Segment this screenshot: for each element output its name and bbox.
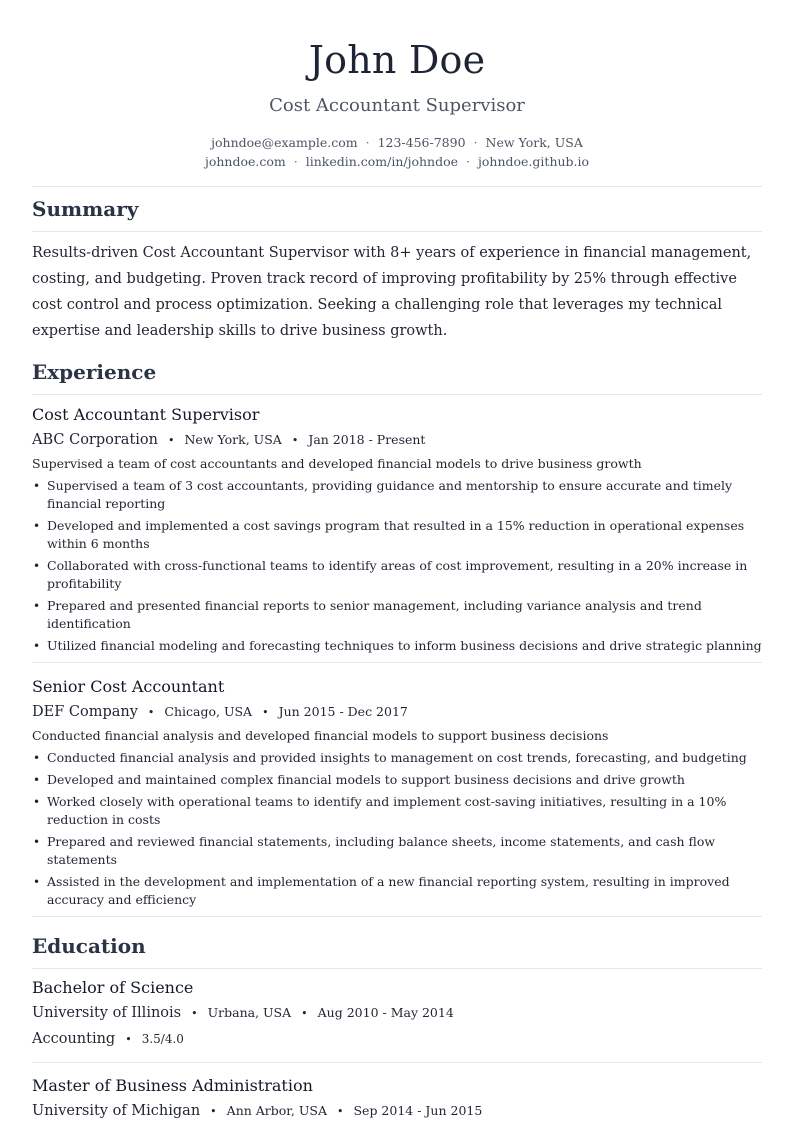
- school-name: University of Michigan: [32, 1103, 201, 1119]
- bullet-marker: •: [33, 795, 41, 809]
- job-location: Chicago, USA: [164, 704, 253, 719]
- meta-bullet: •: [262, 706, 269, 719]
- bullet-marker: •: [33, 639, 41, 653]
- summary-heading: Summary: [32, 197, 139, 221]
- degree-title: Master of Business Administration: [32, 1076, 313, 1095]
- achievement-item: • Prepared and reviewed financial statements, including balance sheets, income statements, and cash flow statements: [33, 834, 716, 867]
- contact-separator: ·: [293, 154, 298, 169]
- bullet-marker: •: [33, 559, 41, 573]
- job-achievements: [32, 749, 762, 909]
- achievement-item: • Developed and maintained complex financial models to support business decisions and drive growth: [33, 772, 685, 787]
- contact-separator: ·: [473, 135, 478, 150]
- job-meta: [32, 703, 762, 722]
- achievement-item: • Conducted financial analysis and provided insights to management on cost trends, forecasting, and budgeting: [33, 750, 747, 765]
- education-field-meta: [32, 1030, 762, 1049]
- section-divider: [32, 916, 762, 917]
- contact-separator: ·: [466, 154, 471, 169]
- bullet-marker: •: [33, 835, 41, 849]
- education-meta: [32, 1102, 762, 1121]
- achievement-item: • Developed and implemented a cost savings program that resulted in a 15% reduction in operational expenses within 6 months: [33, 518, 745, 551]
- education-dates: Aug 2010 - May 2014: [317, 1005, 454, 1020]
- contact-location: New York, USA: [485, 135, 583, 150]
- job-entry: [32, 405, 762, 655]
- meta-bullet: •: [210, 1105, 217, 1118]
- achievement-item: • Prepared and presented financial reports to senior management, including variance analysis and trend identification: [33, 598, 702, 631]
- meta-bullet: •: [336, 1105, 344, 1118]
- meta-bullet: •: [191, 1007, 198, 1020]
- experience-divider: [32, 394, 762, 395]
- school-location: Ann Arbor, USA: [226, 1103, 327, 1118]
- school-name: University of Illinois: [32, 1005, 182, 1021]
- achievement-item: • Worked closely with operational teams to identify and implement cost-saving initiatives, resulting in a 10% reduction in costs: [33, 794, 727, 827]
- bullet-marker: •: [33, 751, 41, 765]
- candidate-name: John Doe: [308, 38, 486, 82]
- contact-website-link[interactable]: johndoe.com: [204, 154, 286, 169]
- bullet-marker: •: [33, 599, 41, 613]
- summary-divider: [32, 231, 762, 232]
- field-of-study: Accounting: [32, 1031, 116, 1047]
- job-entry: [32, 677, 762, 909]
- education-meta: [32, 1004, 762, 1023]
- degree-title: Bachelor of Science: [32, 978, 194, 997]
- education-heading: Education: [32, 934, 146, 958]
- contact-email[interactable]: johndoe@example.com: [211, 135, 358, 150]
- job-title: Cost Accountant Supervisor: [32, 405, 260, 424]
- meta-bullet: •: [147, 706, 155, 719]
- job-meta: [32, 431, 762, 450]
- job-title: Senior Cost Accountant: [32, 677, 225, 696]
- job-company: DEF Company: [32, 704, 138, 720]
- job-company: ABC Corporation: [32, 432, 158, 448]
- achievement-item: • Supervised a team of 3 cost accountants, providing guidance and mentorship to ensure accurate and timely financial reporting: [33, 478, 733, 511]
- education-dates: Sep 2014 - Jun 2015: [353, 1103, 483, 1118]
- meta-bullet: •: [125, 1033, 132, 1046]
- school-location: Urbana, USA: [207, 1005, 292, 1020]
- job-divider: [32, 662, 762, 663]
- contact-linkedin-link[interactable]: linkedin.com/in/johndoe: [305, 154, 459, 169]
- education-entry: [32, 978, 762, 1049]
- contact-line-primary: [32, 133, 762, 152]
- job-achievements: [32, 477, 762, 655]
- job-location: New York, USA: [184, 432, 282, 447]
- education-entry-divider: [32, 1062, 762, 1063]
- bullet-marker: •: [33, 773, 41, 787]
- meta-bullet: •: [167, 434, 175, 447]
- job-dates: Jun 2015 - Dec 2017: [278, 704, 408, 719]
- job-dates: Jan 2018 - Present: [308, 432, 426, 447]
- meta-bullet: •: [301, 1007, 308, 1020]
- meta-bullet: •: [291, 434, 299, 447]
- summary-text: Results-driven Cost Accountant Supervisor with 8+ years of experience in financial management, costing, and budgeting. Proven track record of improving profitability by 25% through effective cost control and process optimization. Seeking a challenging role that leverages my technical expertise and leadership skills to drive business growth.: [32, 245, 752, 339]
- job-description: Supervised a team of cost accountants and developed financial models to drive business growth: [32, 456, 642, 471]
- experience-heading: Experience: [32, 360, 157, 384]
- gpa-value: 3.5/4.0: [141, 1032, 184, 1046]
- contact-github-link[interactable]: johndoe.github.io: [478, 154, 590, 169]
- job-description: Conducted financial analysis and developed financial models to support business decisions: [32, 728, 609, 743]
- achievement-item: • Collaborated with cross-functional teams to identify areas of cost improvement, resulting in a 20% increase in profitability: [33, 558, 748, 591]
- education-divider: [32, 968, 762, 969]
- candidate-headline: Cost Accountant Supervisor: [269, 95, 525, 116]
- achievement-item: • Assisted in the development and implementation of a new financial reporting system, resulting in improved accuracy and efficiency: [33, 874, 730, 907]
- bullet-marker: •: [33, 875, 41, 889]
- contact-phone[interactable]: 123-456-7890: [377, 135, 466, 150]
- bullet-marker: •: [33, 479, 41, 493]
- header-divider: [32, 186, 762, 187]
- bullet-marker: •: [33, 519, 41, 533]
- contact-separator: ·: [365, 135, 370, 150]
- achievement-item: • Utilized financial modeling and forecasting techniques to inform business decisions and drive strategic planning: [33, 638, 762, 653]
- contact-line-links: [32, 152, 762, 171]
- education-entry: [32, 1076, 762, 1121]
